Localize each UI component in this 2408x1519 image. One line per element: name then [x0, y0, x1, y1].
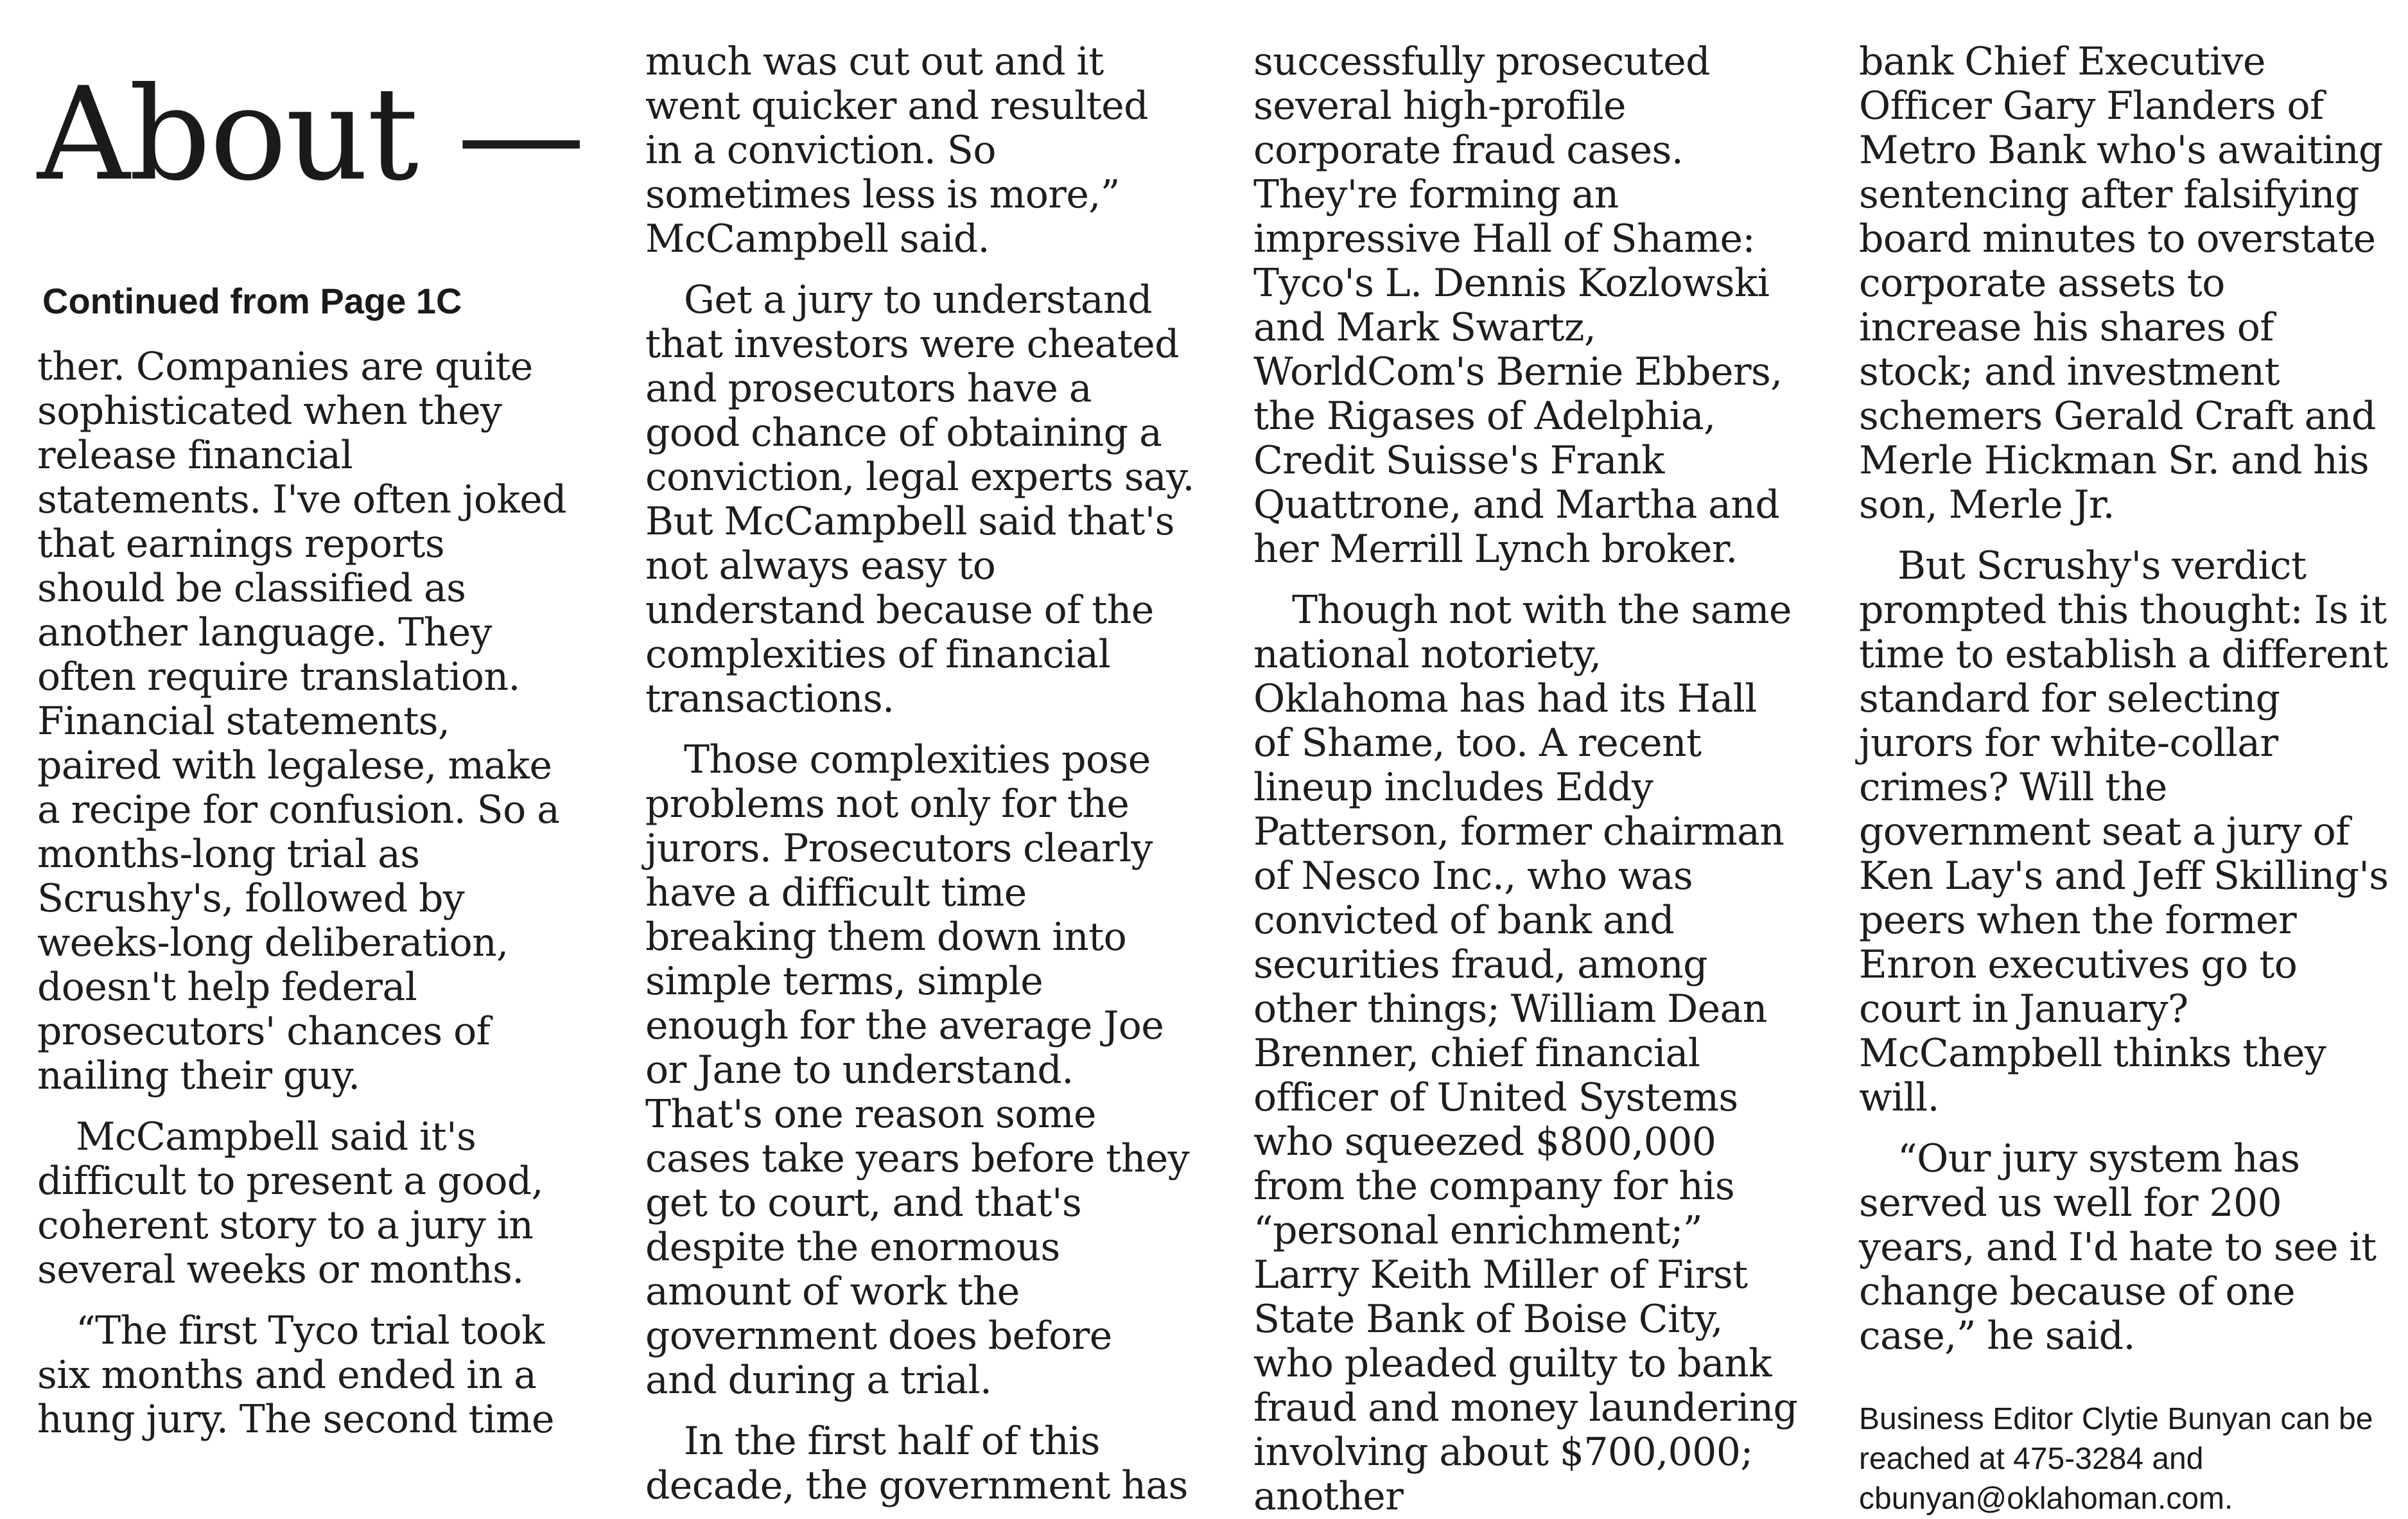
column-3 [1253, 40, 1802, 1519]
paragraph: bank Chief Executive Officer Gary Flanders of Metro Bank who's awaiting sentencing after falsifying board minutes to overstate corporate assets to increase his shares of stock; and investment schemers Gerald Craft and Merle Hickman Sr. and his son, Merle Jr. [1859, 39, 2383, 527]
paragraph: ther. Companies are quite sophisticated when they release financial statements. I've often joked that earnings reports should be classified as another language. They often require translation. Financial statements, paired with legalese, make a recipe for confusion. So a months-long trial as Scrushy's, followed by weeks-long deliberation, doesn't help federal prosecutors' chances of nailing their guy. [37, 344, 566, 1098]
paragraph: Get a jury to understand that investors were cheated and prosecutors have a good chance of obtaining a conviction, legal experts say. But McCampbell said that's not always easy to understand because of the complexities of financial transactions. [645, 277, 1194, 721]
paragraph: McCampbell said it's difficult to present a good, coherent story to a jury in several weeks or months. [37, 1114, 544, 1292]
paragraph: But Scrushy's verdict prompted this thought: Is it time to establish a different standard for selecting jurors for white-collar crimes? Will the government seat a jury of Ken Lay's and Jeff Skilling's peers when the former Enron executives go to court in January? McCampbell thinks they will. [1859, 543, 2389, 1120]
column-2 [645, 40, 1194, 1508]
paragraph: “Our jury system has served us well for 200 years, and I'd hate to see it change because of one case,” he said. [1859, 1136, 2377, 1358]
paragraph: In the first half of this decade, the government has [645, 1419, 1188, 1508]
column-1 [37, 40, 584, 1442]
author-tagline: Business Editor Clytie Bunyan can be reached at 475-3284 and cbunyan@oklahoman.com. [1859, 1402, 2373, 1516]
paragraph: “The first Tyco trial took six months and ended in a hung jury. The second time [37, 1308, 554, 1442]
headline: About — [37, 60, 584, 209]
paragraph: successfully prosecuted several high-profile corporate fraud cases. They're forming an impressive Hall of Shame: Tyco's L. Dennis Kozlowski and Mark Swartz, WorldCom's Bernie Ebbers, the Rigases of Adelphia, Credit Suisse's Frank Quattrone, and Martha and her Merrill Lynch broker. [1253, 39, 1783, 572]
paragraph: much was cut out and it went quicker and resulted in a conviction. So sometimes less is more,” McCampbell said. [645, 39, 1148, 261]
continued-from-label: Continued from Page 1C [42, 281, 462, 321]
column-4 [1859, 40, 2389, 1519]
paragraph: Those complexities pose problems not only for the jurors. Prosecutors clearly have a difficult time breaking them down into simple terms, simple enough for the average Joe or Jane to understand. That's one reason some cases take years before they get to court, and that's despite the enormous amount of work the government does before and during a trial. [645, 737, 1189, 1403]
paragraph: Though not with the same national notoriety, Oklahoma has had its Hall of Shame, too. A recent lineup includes Eddy Patterson, former chairman of Nesco Inc., who was convicted of bank and securities fraud, among other things; William Dean Brenner, chief financial officer of United Systems who squeezed $800,000 from the company for his “personal enrichment;” Larry Keith Miller of First State Bank of Boise City, who pleaded guilty to bank fraud and money laundering involving about $700,000; another [1253, 588, 1798, 1519]
